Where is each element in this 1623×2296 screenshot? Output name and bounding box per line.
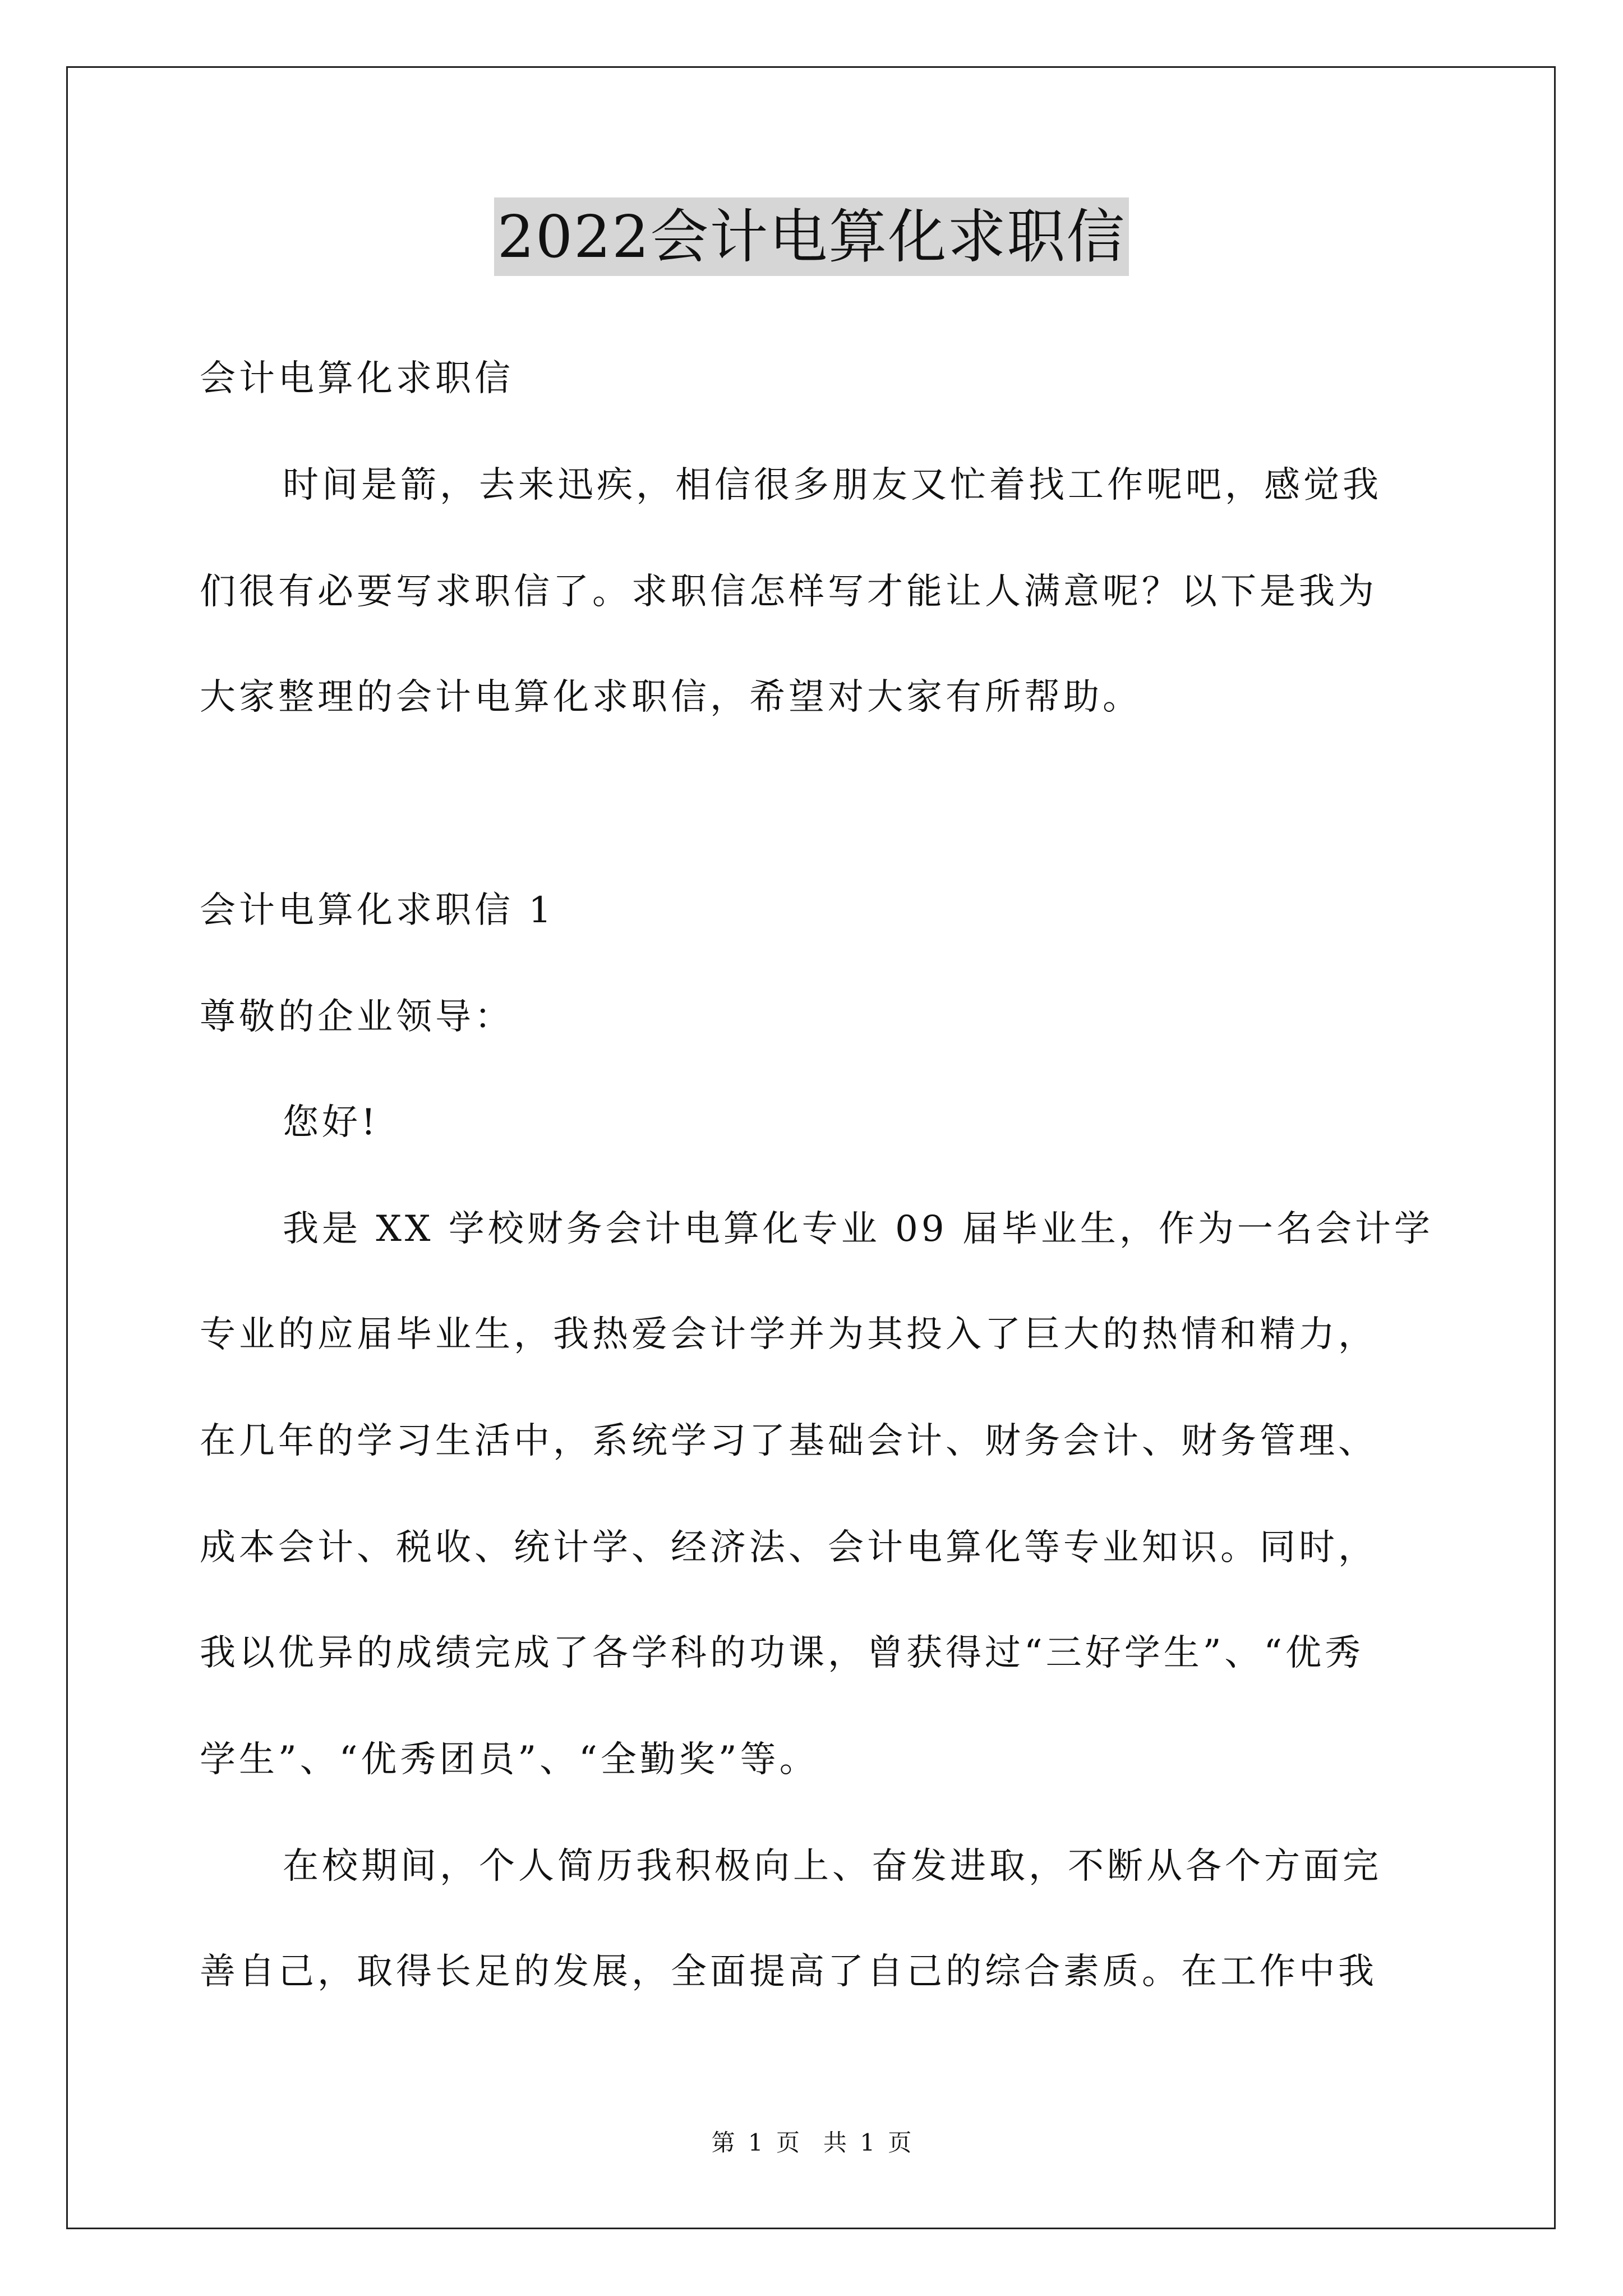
paragraph-line: 成本会计、税收、统计学、经济法、会计电算化等专业知识。同时， — [200, 1527, 1377, 1568]
page-footer: 第 1 页 共 1 页 — [711, 2129, 912, 2156]
paragraph-line: 我是 XX 学校财务会计电算化专业 09 届毕业生，作为一名会计学 — [283, 1208, 1433, 1250]
document-title: 2022会计电算化求职信 — [494, 197, 1129, 276]
section-heading: 会计电算化求职信 1 — [200, 890, 555, 931]
subtitle-line: 会计电算化求职信 — [200, 358, 514, 399]
paragraph-line: 专业的应届毕业生，我热爱会计学并为其投入了巨大的热情和精力， — [200, 1314, 1377, 1355]
title-container — [0, 197, 1623, 276]
paragraph-line: 学生”、“优秀团员”、“全勤奖”等。 — [200, 1739, 819, 1780]
greeting: 您好! — [283, 1102, 379, 1143]
paragraph-line: 大家整理的会计电算化求职信，希望对大家有所帮助。 — [200, 677, 1142, 718]
paragraph-line: 善自己，取得长足的发展，全面提高了自己的综合素质。在工作中我 — [200, 1951, 1377, 1993]
paragraph-line: 我以优异的成绩完成了各学科的功课，曾获得过“三好学生”、“优秀 — [200, 1632, 1364, 1674]
paragraph-line: 时间是箭，去来迅疾，相信很多朋友又忙着找工作呢吧，感觉我 — [283, 464, 1382, 506]
paragraph-line: 在几年的学习生活中，系统学习了基础会计、财务会计、财务管理、 — [200, 1420, 1377, 1462]
paragraph-line: 在校期间，个人简历我积极向上、奋发进取，不断从各个方面完 — [283, 1846, 1382, 1887]
paragraph-line: 们很有必要写求职信了。求职信怎样写才能让人满意呢？以下是我为 — [200, 571, 1377, 613]
salutation: 尊敬的企业领导： — [200, 996, 514, 1038]
